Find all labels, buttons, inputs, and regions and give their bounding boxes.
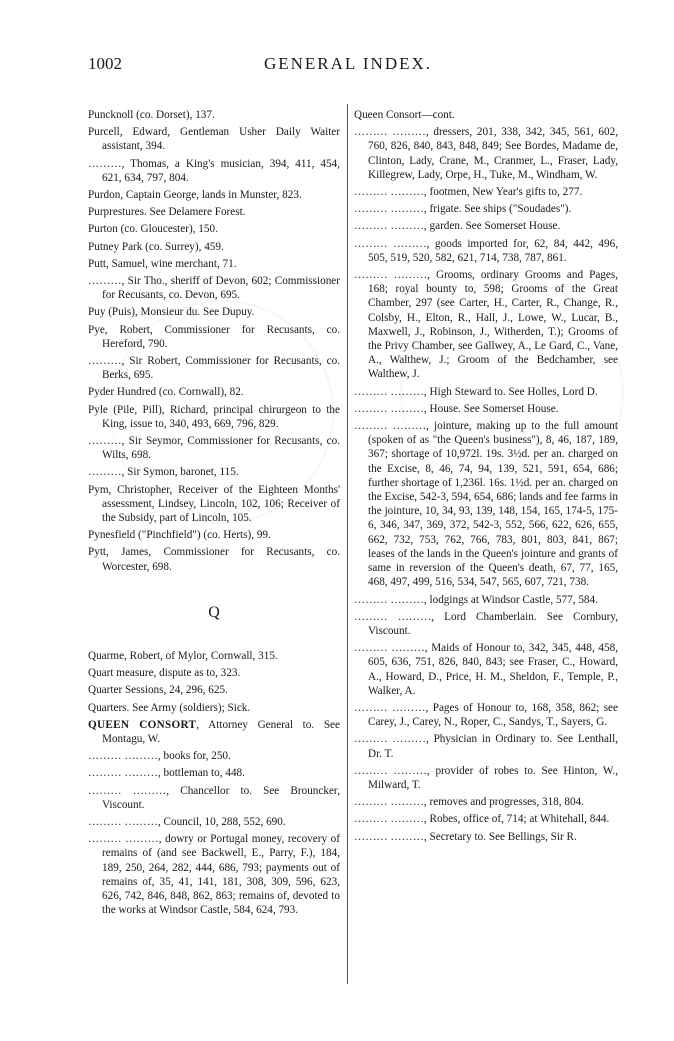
queen-consort-heading: QUEEN CONSORT — [88, 718, 197, 731]
index-entry: Quart measure, dispute as to, 323. — [88, 667, 241, 680]
section-letter-q: Q — [208, 603, 220, 621]
index-entry: Pyder Hundred (co. Cornwall), 82. — [88, 386, 244, 399]
index-entry: ……… ………, Lord Chamberlain. See Cornbury, Viscount. — [354, 610, 618, 637]
index-entry: ………, Sir Seymor, Commissioner for Recusants, co. Wilts, 698. — [88, 435, 340, 462]
index-entry: ……… ………, Pages of Honour to, 168, 358, 862; see Carey, J., Carey, N., Roper, C., Sandys, T., Sayers, G. — [354, 701, 618, 729]
queen-consort-heading-rest: , Attorney General to. See Montagu, W. — [102, 718, 340, 745]
index-entry: ………, Thomas, a King's musician, 394, 411, 454, 621, 634, 797, 804. — [88, 157, 340, 184]
index-entry: Pynesfield ("Pinchfield") (co. Herts), 99. — [88, 529, 271, 542]
index-entry: ……… ………, footmen, New Year's gifts to, 277. — [354, 186, 583, 199]
index-entry: Quarter Sessions, 24, 296, 625. — [88, 684, 228, 697]
index-entry: Puncknoll (co. Dorset), 137. — [88, 109, 215, 121]
entries-after-q — [88, 649, 340, 715]
page-number: 1002 — [88, 54, 122, 73]
page-header — [88, 54, 608, 80]
index-entry: ……… ………, High Steward to. See Holles, Lord D. — [354, 385, 598, 398]
continued-heading: Queen Consort—cont. — [354, 109, 455, 121]
index-entry: Purton (co. Gloucester), 150. — [88, 223, 218, 236]
queen-consort-entry — [88, 718, 340, 746]
index-entry: ……… ………, bottleman to, 448. — [88, 767, 245, 780]
index-entry: ……… ………, Chancellor to. See Brouncker, Viscount. — [88, 784, 340, 811]
index-entry: Pyle (Pile, Pill), Richard, principal chirurgeon to the King, issue to, 340, 493, 669, 796, 829. — [88, 403, 340, 430]
queen-subentries-left — [88, 749, 340, 917]
index-entry: Puy (Puis), Monsieur du. See Dupuy. — [88, 306, 255, 319]
left-column — [88, 108, 340, 920]
index-entry: ……… ………, dowry or Portugal money, recovery of remains of (and see Backwell, E., Parry, F.), 184, 189, 250, 264, 282, 444, 686, 793; payments out of remains of, 35, 41, 141, 181, 308, 309, 596, 623, 626, 742, 846, 848, 862, 863; remains of, devoted to the works at Windsor Castle, 584, 624, 793. — [88, 833, 340, 917]
index-entry: ……… ………, books for, 250. — [88, 750, 231, 763]
index-entry: ……… ………, jointure, making up to the full amount (spoken of as "the Queen's business"), 8, 46, 187, 189, 367; shortage of 10,972l. 19s. 3½d. per an. charged on the Excise, 8, 46, 74, 94, 139, 521, 591, 654, 686; further shortage of 1,236l. 16s. 1½d. per an. charged on the Excise, 542-3, 594, 654, 686; lands and fee farms in the jointure, 10, 34, 93, 139, 148, 154, 165, 174-5, 175-6, 346, 347, 369, 372, 542-3, 552, 566, 622, 626, 655, 662, 732, 753, 762, 766, 783, 801, 803, 841, 867; leases of the lands in the Queen's jointure and grants of same in reversion of the Queen's death, 67, 77, 165, 468, 497, 499, 516, 534, 547, 565, 607, 721, 738. — [354, 420, 618, 589]
index-entry: ……… ………, Physician in Ordinary to. See Lenthall, Dr. T. — [354, 733, 618, 760]
index-entry: ………, Sir Tho., sheriff of Devon, 602; Commissioner for Recusants, co. Devon, 695. — [88, 275, 340, 302]
index-entry: ……… ………, Grooms, ordinary Grooms and Pages, 168; royal bounty to, 598; Grooms of the Great Chamber, 297 (see Carter, H., Carter, R., Change, R., Colsby, H., Elton, R., Hall, J., Lowe, W., Lucar, B., Maxwell, J., Robinson, J., Witherden, T.); Grooms of the Privy Chamber, see Gallwey, A., Le Gard, C., Vane, A., Walthew, J.; Groom of the Bedchamber, see Walthew, J. — [354, 269, 618, 381]
index-entry: Pytt, James, Commissioner for Recusants, co. Worcester, 698. — [88, 546, 340, 573]
right-column — [354, 108, 618, 847]
index-entry: Pye, Robert, Commissioner for Recusants, co. Hereford, 790. — [88, 323, 340, 350]
index-entry: ………, Sir Symon, baronet, 115. — [88, 466, 239, 479]
entries-before-q — [88, 108, 340, 574]
index-entry: ……… ………, garden. See Somerset House. — [354, 220, 561, 233]
index-entry: ……… ………, dressers, 201, 338, 342, 345, 561, 602, 760, 826, 840, 843, 848, 849; See Bordes, Madame de, Clinton, Lady, Crane, M., Cranmer, L., Fraser, Lady, Killegrew, Lady, Orpe, H., Tuke, M., Windham, W. — [354, 126, 618, 181]
queen-subentries-right — [354, 125, 618, 844]
index-entry: ………, Sir Robert, Commissioner for Recusants, co. Berks, 695. — [88, 355, 340, 382]
index-entry: Quarme, Robert, of Mylor, Cornwall, 315. — [88, 649, 278, 662]
index-entry: ……… ………, Secretary to. See Bellings, Sir R. — [354, 830, 577, 843]
index-entry: ……… ………, Council, 10, 288, 552, 690. — [88, 815, 286, 828]
index-entry: Quarters. See Army (soldiers); Sick. — [88, 701, 251, 714]
index-entry: Putney Park (co. Surrey), 459. — [88, 240, 224, 253]
index-entry: ……… ………, provider of robes to. See Hinton, W., Milward, T. — [354, 764, 618, 791]
index-entry: Purcell, Edward, Gentleman Usher Daily Waiter assistant, 394. — [88, 126, 340, 153]
index-entry: Purprestures. See Delamere Forest. — [88, 206, 246, 219]
index-entry: ……… ………, removes and progresses, 318, 804. — [354, 796, 584, 809]
index-entry: ……… ………, Robes, office of, 714; at Whitehall, 844. — [354, 813, 610, 826]
column-divider — [347, 104, 348, 984]
index-entry: Pym, Christopher, Receiver of the Eighteen Months' assessment, Lindsey, Lincoln, 102, 106; Receiver of the Subsidy, part of Lincoln, 105. — [88, 483, 340, 525]
index-entry: Purdon, Captain George, lands in Munster, 823. — [88, 189, 302, 202]
index-entry: ……… ………, frigate. See ships ("Soudades"). — [354, 203, 572, 216]
running-title: GENERAL INDEX. — [263, 54, 433, 73]
index-entry: ……… ………, lodgings at Windsor Castle, 577, 584. — [354, 593, 598, 606]
index-entry: Putt, Samuel, wine merchant, 71. — [88, 257, 237, 270]
index-entry: ……… ………, Maids of Honour to, 342, 345, 448, 458, 605, 636, 751, 826, 840, 843; see Fraser, C., Howard, A., Howard, D., Price, H. M., Sheldon, F., Temple, P., Walker, A. — [354, 642, 618, 697]
index-entry: ……… ………, goods imported for, 62, 84, 442, 496, 505, 519, 520, 582, 621, 714, 738, 787, 861. — [354, 237, 618, 264]
index-entry: ……… ………, House. See Somerset House. — [354, 402, 559, 415]
